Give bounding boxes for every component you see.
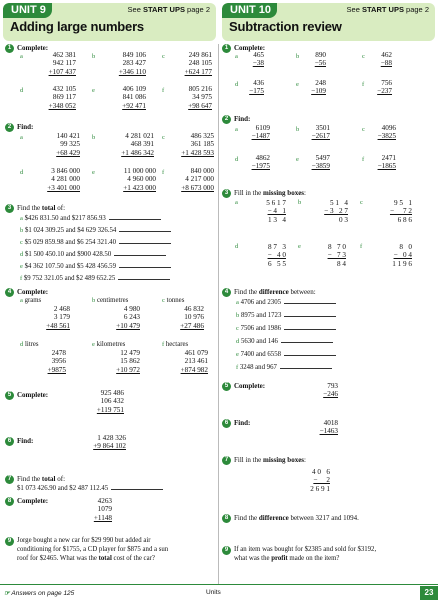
question-number: 6 — [5, 437, 14, 446]
list-item: f 3248 and 967 — [236, 364, 332, 372]
item-letter: e — [92, 169, 95, 176]
question-label: Find the total of: — [17, 475, 66, 483]
unit-label: f hectares — [162, 341, 189, 348]
start-ups-reference: See START UPS page 2 — [127, 5, 210, 14]
question-number: 7 — [5, 475, 14, 484]
addition-sum: 46 832 10 976 +27 486 — [180, 305, 204, 330]
missing-box-sum: 4 0 6 − 2 2 6 9 1 — [310, 468, 330, 493]
question-number: 8 — [5, 497, 14, 506]
addition-sum: 925 486 106 432 +119 751 — [96, 389, 124, 414]
question-label: Complete: — [234, 44, 266, 52]
question-label: Find: — [17, 123, 34, 131]
item-letter: b — [296, 53, 300, 60]
missing-box-sum: 5 6 1 7 − 4 1 1 3 4 — [266, 199, 286, 224]
item-letter: c — [360, 199, 363, 206]
addition-sum: 11 000 000 4 960 000 +1 423 000 — [123, 167, 156, 192]
item-letter: e — [296, 156, 299, 163]
item-letter: c — [162, 134, 165, 141]
subtraction-sum: 4862 −1975 — [251, 154, 270, 171]
list-item: b 8975 and 1723 — [236, 312, 336, 320]
item-letter: c — [162, 53, 165, 60]
item-letter: f — [162, 169, 165, 176]
question-label: Fill in the missing boxes: — [234, 189, 306, 197]
unit-label: c tonnes — [162, 297, 185, 304]
item-letter: b — [92, 134, 96, 141]
missing-box-sum: 8 7 0 − 7 3 8 4 — [327, 243, 346, 268]
unit-badge: UNIT 10 — [222, 3, 277, 18]
item-letter: a — [235, 53, 238, 60]
item-letter: b — [92, 53, 96, 60]
subtraction-sum: 436 −175 — [249, 79, 264, 96]
list-item: a $426 831.50 and $217 856.93 — [20, 215, 161, 223]
subtraction-sum: 4096 −3825 — [377, 124, 396, 141]
item-letter: c — [362, 126, 365, 133]
item-letter: b — [298, 199, 302, 206]
missing-box-sum: 5 1 4 − 3 2 7 0 3 — [324, 199, 348, 224]
subtraction-sum: 465 −38 — [252, 51, 264, 68]
question-text: If an item was bought for $2385 and sold for $3192, — [234, 546, 377, 553]
question-number: 1 — [222, 44, 231, 53]
unit-label: d litres — [20, 341, 39, 348]
question-text: conditioning for $1755, a CD player for $875 and a sun — [17, 546, 169, 553]
unit-9-header — [3, 3, 216, 41]
addition-sum: 4263 1079 +1148 — [93, 497, 112, 522]
question-label: Find: — [234, 115, 251, 123]
question-label: Complete: — [234, 382, 266, 390]
item-letter: d — [235, 156, 239, 163]
list-item: c $5 029 859.98 and $6 254 321.40 — [20, 239, 171, 247]
addition-sum: 12 479 15 862 +10 972 — [116, 349, 140, 374]
question-number: 2 — [5, 123, 14, 132]
item-letter: a — [20, 134, 23, 141]
question-text: $1 073 426.90 and $2 487 112.45 — [17, 485, 163, 493]
subtraction-sum: 756 −237 — [377, 79, 392, 96]
unit-10-header — [222, 3, 435, 41]
addition-sum: 805 216 34 975 +98 647 — [188, 85, 212, 110]
item-letter: b — [296, 126, 300, 133]
question-number: 7 — [222, 456, 231, 465]
addition-sum: 840 000 4 217 000 +8 673 000 — [181, 167, 214, 192]
addition-sum: 3 846 000 4 281 000 +3 401 000 — [47, 167, 80, 192]
question-label: Complete: — [17, 391, 49, 399]
missing-box-sum: 8 7 3 − 4 0 6 5 5 — [267, 243, 286, 268]
list-item: c 7506 and 1986 — [236, 325, 336, 333]
question-number: 5 — [222, 382, 231, 391]
addition-sum: 486 325 361 185 +1 428 593 — [181, 132, 214, 157]
answers-reference: ☞ Answers on page 125 — [4, 590, 75, 597]
item-letter: a — [20, 53, 23, 60]
question-number: 2 — [222, 115, 231, 124]
list-item: e 7400 and 6558 — [236, 351, 336, 359]
question-label: Complete: — [17, 288, 49, 296]
list-item: b $1 024 309.25 and $4 629 326.54 — [20, 227, 171, 235]
question-text: what was the profit made on the item? — [234, 555, 340, 562]
item-letter: e — [298, 243, 301, 250]
question-label: Find the total of: — [17, 204, 66, 212]
item-letter: a — [235, 126, 238, 133]
question-number: 8 — [222, 514, 231, 523]
addition-sum: 2478 3956 +9875 — [47, 349, 66, 374]
question-label: Find the difference between 3217 and 1094. — [234, 514, 359, 522]
page-footer — [0, 584, 438, 600]
start-ups-reference: See START UPS page 2 — [346, 5, 429, 14]
addition-sum: 849 106 283 427 +346 110 — [118, 51, 146, 76]
subtraction-sum: 793 −246 — [323, 382, 338, 399]
subtraction-sum: 6109 −1487 — [251, 124, 270, 141]
subtraction-sum: 3501 −2617 — [311, 124, 330, 141]
unit-label: b centimetres — [92, 297, 129, 304]
addition-sum: 406 109 841 086 +92 471 — [122, 85, 146, 110]
question-number: 4 — [222, 288, 231, 297]
question-number: 9 — [5, 537, 14, 546]
item-letter: f — [360, 243, 363, 250]
section-name: Units — [206, 589, 221, 596]
item-letter: d — [235, 243, 239, 250]
question-label: Find the difference between: — [234, 288, 316, 296]
missing-box-sum: 8 0 − 0 4 1 1 9 6 — [392, 243, 412, 268]
subtraction-sum: 5497 −3859 — [311, 154, 330, 171]
question-number: 4 — [5, 288, 14, 297]
addition-sum: 2 468 3 179 +48 561 — [46, 305, 70, 330]
item-letter: d — [235, 81, 239, 88]
page-number: 23 — [420, 586, 438, 600]
subtraction-sum: 462 −88 — [380, 51, 392, 68]
column-divider — [218, 44, 219, 584]
question-text: Jorge bought a new car for $29 990 but added air — [17, 537, 151, 544]
question-number: 3 — [5, 204, 14, 213]
subtraction-sum: 248 −109 — [311, 79, 326, 96]
addition-sum: 4 980 6 243 +10 479 — [116, 305, 140, 330]
question-label: Find: — [234, 419, 251, 427]
question-number: 5 — [5, 391, 14, 400]
list-item: d $1 500 450.10 and $900 428.50 — [20, 251, 166, 259]
question-number: 6 — [222, 419, 231, 428]
unit-badge: UNIT 9 — [3, 3, 52, 18]
addition-sum: 432 105 869 117 +348 052 — [48, 85, 76, 110]
list-item: d 5630 and 146 — [236, 338, 333, 346]
question-label: Complete: — [17, 497, 49, 505]
question-label: Complete: — [17, 44, 49, 52]
addition-sum: 1 428 326 +9 864 102 — [93, 434, 126, 451]
item-letter: f — [362, 81, 365, 88]
question-label: Fill in the missing boxes: — [234, 456, 306, 464]
unit-label: a grams — [20, 297, 42, 304]
addition-sum: 249 861 248 105 +624 177 — [184, 51, 212, 76]
question-number: 1 — [5, 44, 14, 53]
question-number: 9 — [222, 546, 231, 555]
subtraction-sum: 4018 −1463 — [319, 419, 338, 436]
subtraction-sum: 890 −56 — [314, 51, 326, 68]
question-text: roof for $2465. What was the total cost of the car? — [17, 555, 155, 562]
question-number: 3 — [222, 189, 231, 198]
question-label: Find: — [17, 437, 34, 445]
item-letter: c — [362, 53, 365, 60]
item-letter: e — [296, 81, 299, 88]
item-letter: a — [235, 199, 238, 206]
addition-sum: 140 421 99 325 +68 429 — [56, 132, 80, 157]
missing-box-sum: 9 5 1 − 7 2 6 8 6 — [389, 199, 412, 224]
list-item: a 4706 and 2305 — [236, 299, 336, 307]
unit-title: Adding large numbers — [10, 19, 144, 34]
addition-sum: 4 281 021 468 391 +1 486 342 — [121, 132, 154, 157]
unit-label: e kilometres — [92, 341, 126, 348]
item-letter: d — [20, 169, 24, 176]
item-letter: f — [362, 156, 365, 163]
item-letter: d — [20, 87, 24, 94]
addition-sum: 462 381 942 117 +107 437 — [48, 51, 76, 76]
item-letter: e — [92, 87, 95, 94]
subtraction-sum: 2471 −1865 — [377, 154, 396, 171]
addition-sum: 461 079 213 461 +874 982 — [180, 349, 208, 374]
answers-icon: ☞ — [4, 590, 10, 597]
list-item: f $9 752 321.05 and $2 489 652.25 — [20, 275, 170, 283]
unit-title: Subtraction review — [229, 19, 342, 34]
item-letter: f — [162, 87, 165, 94]
list-item: e $4 362 107.50 and $5 428 456.59 — [20, 263, 171, 271]
